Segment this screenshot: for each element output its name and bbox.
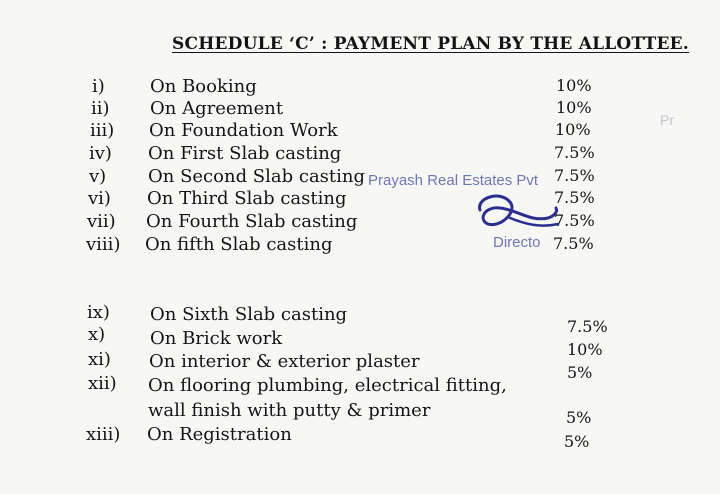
item-percent: 7.5% <box>554 211 595 230</box>
item-number: vi) <box>88 188 111 209</box>
document-title: SCHEDULE ‘C’ : PAYMENT PLAN BY THE ALLOTTEE. <box>172 34 689 54</box>
item-percent: 10% <box>556 98 592 117</box>
item-label: On Second Slab casting <box>148 166 366 187</box>
payment-item <box>0 302 720 336</box>
item-percent: 5% <box>566 408 592 427</box>
company-stamp: Prayash Real Estates Pvt <box>368 172 539 189</box>
payment-item <box>0 188 720 210</box>
payment-item <box>0 76 720 98</box>
item-percent: 7.5% <box>554 143 595 162</box>
payment-item <box>0 234 720 256</box>
item-percent: 10% <box>556 76 592 95</box>
item-number: iii) <box>90 120 115 141</box>
item-label: On fifth Slab casting <box>145 234 333 255</box>
payment-item <box>0 120 720 142</box>
item-number: viii) <box>86 234 121 255</box>
item-number: ii) <box>91 98 110 119</box>
payment-item <box>0 98 720 120</box>
item-percent: 10% <box>567 340 603 359</box>
payment-item <box>0 349 720 382</box>
item-number: i) <box>92 76 105 97</box>
item-label: On Registration <box>147 424 292 445</box>
item-percent: 7.5% <box>554 166 595 185</box>
item-percent: 5% <box>567 363 593 382</box>
stamp-role: Directo <box>493 234 541 251</box>
item-label: On Agreement <box>150 98 284 119</box>
item-number: xiii) <box>86 424 121 445</box>
item-number: xii) <box>88 373 117 394</box>
item-label-continued: wall finish with putty & primer <box>148 400 431 421</box>
item-percent: 7.5% <box>553 234 594 253</box>
item-label: On Third Slab casting <box>147 188 347 209</box>
payment-item <box>0 424 720 451</box>
item-percent: 5% <box>564 432 590 451</box>
item-number: iv) <box>89 143 112 164</box>
item-number: x) <box>88 324 106 345</box>
item-label: On Fourth Slab casting <box>146 211 358 232</box>
payment-item <box>0 324 720 359</box>
item-label: On flooring plumbing, electrical fitting, <box>148 375 507 396</box>
payment-item <box>0 166 720 188</box>
item-label: On First Slab casting <box>148 143 342 164</box>
item-label: On interior & exterior plaster <box>149 351 420 372</box>
item-label: On Sixth Slab casting <box>150 304 348 325</box>
item-label: On Booking <box>150 76 257 97</box>
payment-item <box>0 211 720 233</box>
item-percent: 7.5% <box>567 317 608 336</box>
item-number: vii) <box>87 211 116 232</box>
item-label: On Foundation Work <box>149 120 338 141</box>
item-percent: 7.5% <box>554 188 595 207</box>
payment-item <box>0 373 720 427</box>
item-number: v) <box>89 166 107 187</box>
item-number: ix) <box>87 302 110 323</box>
item-label: On Brick work <box>150 328 283 349</box>
item-percent: 10% <box>555 120 591 139</box>
item-number: xi) <box>88 349 111 370</box>
margin-stamp-fragment: Pr <box>660 112 674 128</box>
payment-item <box>0 143 720 165</box>
signature-scribble <box>470 188 562 236</box>
